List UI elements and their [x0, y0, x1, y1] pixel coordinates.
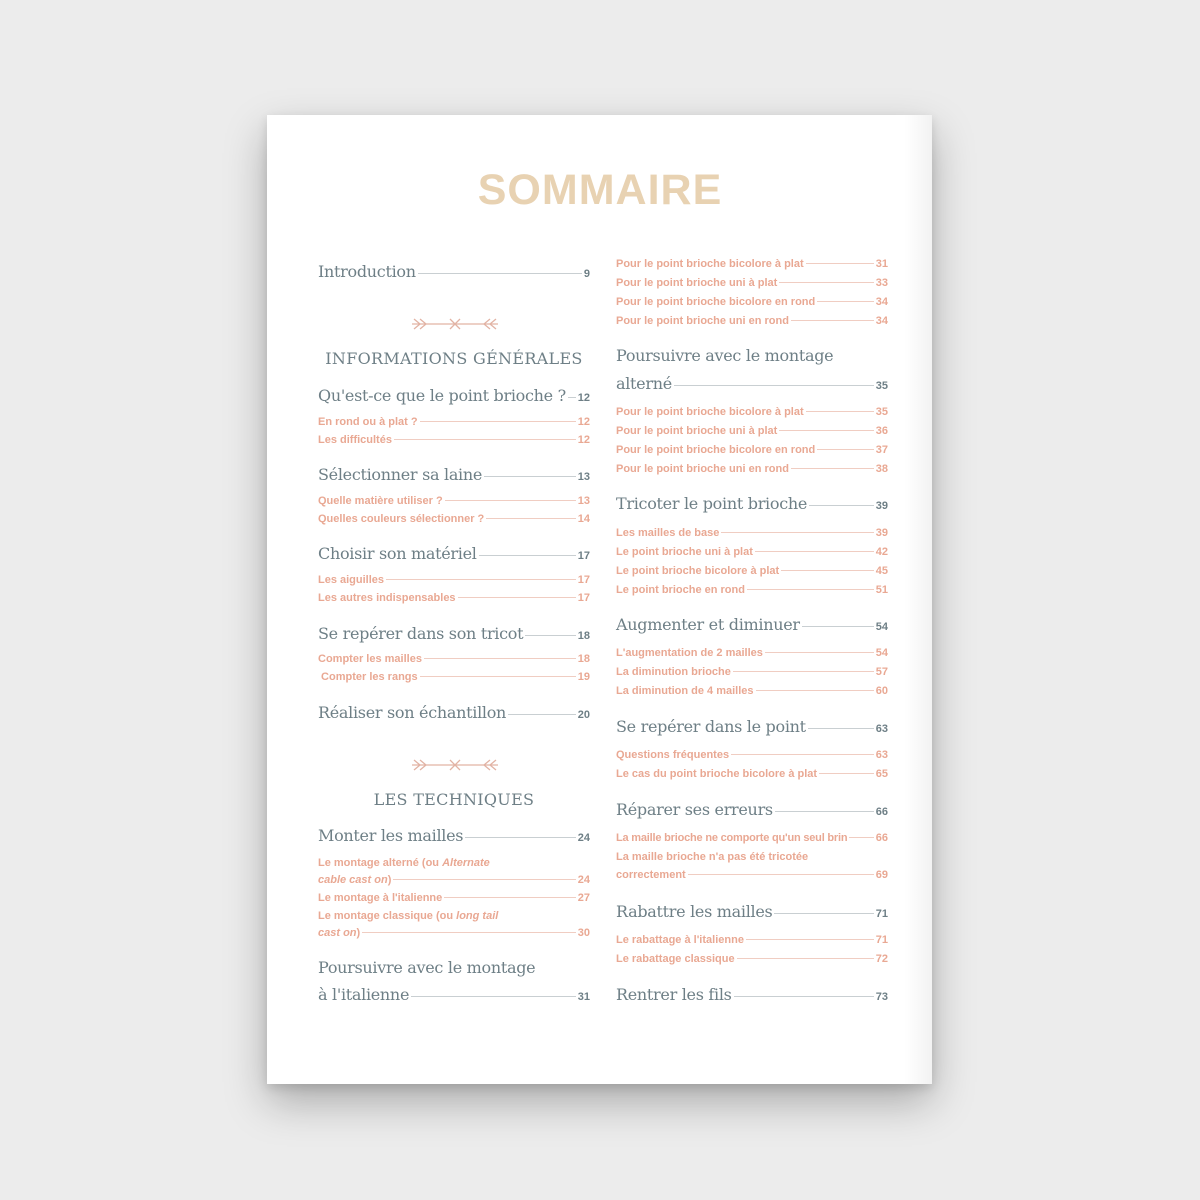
- toc-subentry: Les mailles de base 39: [616, 527, 888, 539]
- toc-subentry: Quelles couleurs sélectionner ? 14: [318, 513, 590, 525]
- toc-subentry: La maille brioche ne comporte qu'un seul brin 66: [616, 832, 888, 844]
- toc-entry: Se repérer dans son tricot 18: [318, 624, 590, 643]
- toc-subentry: Compter les rangs 19: [318, 671, 590, 683]
- toc-subentry: Compter les mailles 18: [318, 653, 590, 665]
- toc-subentry: Les autres indispensables 17: [318, 592, 590, 604]
- toc-entry-line: Poursuivre avec le montage: [616, 346, 834, 365]
- toc-subentry: Questions fréquentes 63: [616, 749, 888, 761]
- toc-subentry: Pour le point brioche uni à plat 33: [616, 277, 888, 289]
- toc-subentry: correctement 69: [616, 869, 888, 881]
- toc-subentry: Pour le point brioche bicolore à plat 31: [616, 258, 888, 270]
- toc-entry: Choisir son matériel 17: [318, 544, 590, 563]
- toc-subentry: La diminution de 4 mailles 60: [616, 685, 888, 697]
- toc-subentry: Pour le point brioche bicolore à plat 35: [616, 406, 888, 418]
- toc-entry-introduction: Introduction 9: [318, 262, 590, 281]
- toc-subentry: Le rabattage à l'italienne 71: [616, 934, 888, 946]
- toc-subentry: Quelle matière utiliser ? 13: [318, 495, 590, 507]
- toc-subentry: Le point brioche bicolore à plat 45: [616, 565, 888, 577]
- section-heading-les-techniques: LES TECHNIQUES: [373, 790, 535, 809]
- arrows-cross-ornament-icon: [410, 758, 500, 772]
- toc-entry: Se repérer dans le point 63: [616, 717, 888, 736]
- toc-entry: alterné 35: [616, 374, 888, 393]
- toc-subentry: Le point brioche en rond 51: [616, 584, 888, 596]
- toc-subentry: Pour le point brioche bicolore en rond 34: [616, 296, 888, 308]
- toc-subentry: Le point brioche uni à plat 42: [616, 546, 888, 558]
- toc-entry: Réparer ses erreurs 66: [616, 800, 888, 819]
- toc-entry: Rentrer les fils 73: [616, 985, 888, 1004]
- toc-entry: Monter les mailles 24: [318, 826, 590, 845]
- toc-subentry: cast on) 30: [318, 927, 590, 939]
- toc-entry: à l'italienne 31: [318, 985, 590, 1004]
- toc-subentry: Le montage à l'italienne 27: [318, 892, 590, 904]
- toc-subentry-line: Le montage classique (ou long tail: [318, 910, 499, 922]
- toc-entry: Sélectionner sa laine 13: [318, 465, 590, 484]
- toc-subentry-line: Le montage alterné (ou Alternate: [318, 857, 490, 869]
- toc-subentry: Pour le point brioche bicolore en rond 37: [616, 444, 888, 456]
- toc-subentry: La diminution brioche 57: [616, 666, 888, 678]
- section-heading-informations-generales: INFORMATIONS GÉNÉRALES: [325, 349, 583, 368]
- toc-entry: Qu'est-ce que le point brioche ? 12: [318, 386, 590, 405]
- toc-subentry: cable cast on) 24: [318, 874, 590, 886]
- toc-entry: Rabattre les mailles 71: [616, 902, 888, 921]
- toc-subentry: En rond ou à plat ? 12: [318, 416, 590, 428]
- page-title: SOMMAIRE: [477, 166, 723, 214]
- arrows-cross-ornament-icon: [410, 317, 500, 331]
- toc-subentry: Pour le point brioche uni en rond 38: [616, 463, 888, 475]
- toc-entry: Augmenter et diminuer 54: [616, 615, 888, 634]
- toc-entry-line: Poursuivre avec le montage: [318, 958, 536, 977]
- toc-subentry: Pour le point brioche uni à plat 36: [616, 425, 888, 437]
- toc-subentry: Les aiguilles 17: [318, 574, 590, 586]
- toc-subentry-line: La maille brioche n'a pas été tricotée: [616, 851, 809, 863]
- toc-subentry: Pour le point brioche uni en rond 34: [616, 315, 888, 327]
- toc-entry: Réaliser son échantillon 20: [318, 703, 590, 722]
- toc-subentry: Le cas du point brioche bicolore à plat 65: [616, 768, 888, 780]
- toc-subentry: L'augmentation de 2 mailles 54: [616, 647, 888, 659]
- toc-subentry: Le rabattage classique 72: [616, 953, 888, 965]
- toc-entry: Tricoter le point brioche 39: [616, 494, 888, 513]
- toc-subentry: Les difficultés 12: [318, 434, 590, 446]
